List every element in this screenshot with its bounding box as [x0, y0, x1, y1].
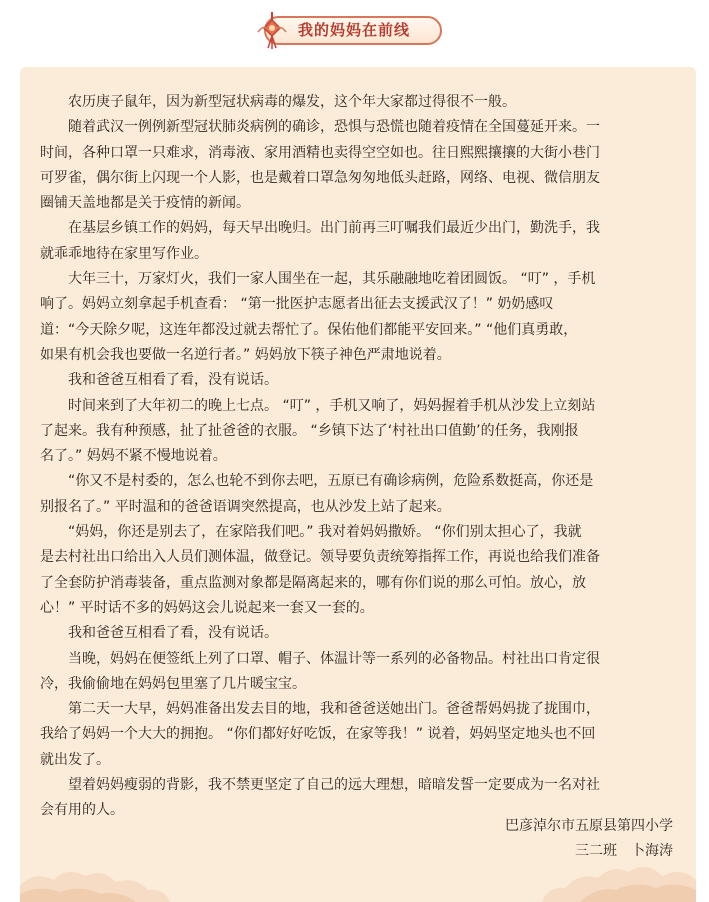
article-line: 名了。” 妈妈不紧不慢地说着。	[40, 448, 227, 465]
article-line: 我给了妈妈一个大大的拥抱。 “你们都好好吃饭，在家等我！” 说着，妈妈坚定地头也不回	[40, 726, 596, 743]
article-line: 就乖乖地待在家里写作业。	[40, 245, 208, 262]
article-line: 可罗雀，偶尔街上闪现一个人影，也是戴着口罩急匆匆地低头赶路，网络、电视、微信朋友	[40, 169, 600, 186]
article-body	[40, 90, 676, 824]
article-line: 我和爸爸互相看了看，没有说话。	[68, 372, 278, 389]
article-line: “妈妈，你还是别去了，在家陪我们吧。” 我对着妈妈撒娇。 “你们别太担心了，我就	[68, 524, 582, 541]
article-line: 我和爸爸互相看了看，没有说话。	[68, 625, 278, 642]
article-line: 如果有机会我也要做一名逆行者。” 妈妈放下筷子神色严肃地说着。	[40, 346, 451, 363]
article-line: 是去村社出口给出入人员们测体温，做登记。领导要负责统筹指挥工作，再说也给我们准备	[40, 549, 600, 566]
article-line: 农历庚子鼠年，因为新型冠状病毒的爆发，这个年大家都过得很不一般。	[68, 94, 516, 110]
article-line: 心！” 平时话不多的妈妈这会儿说起来一套又一套的。	[40, 599, 374, 616]
article-line: 会有用的人。	[40, 802, 124, 819]
article-line: 大年三十，万家灯火，我们一家人围坐在一起，其乐融融地吃着团圆饭。 “叮” ，手机	[68, 271, 596, 288]
article-line: 望着妈妈瘦弱的背影，我不禁更坚定了自己的远大理想，暗暗发誓一定要成为一名对社	[68, 777, 600, 794]
school-name: 巴彦淖尔市五原县第四小学	[505, 818, 673, 834]
article-line: 了起来。我有种预感，扯了扯爸爸的衣服。 “乡镇下达了‘村社出口值勤’的任务，我刚报	[40, 422, 579, 439]
article-line: 第二天一大早，妈妈准备出发去目的地，我和爸爸送她出门。爸爸帮妈妈拢了拢围巾，	[68, 701, 600, 718]
article-line: 当晚，妈妈在便签纸上列了口罩、帽子、体温计等一系列的必备物品。村社出口肯定很	[68, 650, 600, 667]
author-name: 三二班 卜海涛	[575, 843, 673, 860]
article-line: 响了。妈妈立刻拿起手机查看： “第一批医护志愿者出征去支援武汉了！” 奶奶感叹	[40, 296, 554, 313]
article-line: 时间来到了大年初二的晚上七点。 “叮” ，手机又响了，妈妈握着手机从沙发上立刻站	[68, 397, 596, 414]
cloud-left-icon	[20, 862, 180, 902]
cloud-right-icon	[526, 858, 696, 902]
title-banner	[250, 8, 446, 48]
article-line: 就出发了。	[40, 751, 110, 768]
article-line: 随着武汉一例例新型冠状肺炎病例的确诊，恐惧与恐慌也随着疫情在全国蔓延开来。一	[68, 119, 600, 136]
article-line: 时间，各种口罩一只难求，消毒液、家用酒精也卖得空空如也。往日熙熙攘攘的大街小巷门	[40, 144, 600, 161]
page-title: 我的妈妈在前线	[297, 21, 410, 39]
article-line: 圈铺天盖地都是关于疫情的新闻。	[40, 195, 250, 212]
article-line: 了全套防护消毒装备，重点监测对象都是隔离起来的，哪有你们说的那么可怕。放心，放	[40, 574, 586, 591]
article-line: 冷，我偷偷地在妈妈包里塞了几片暖宝宝。	[40, 675, 306, 692]
signature-block	[505, 814, 673, 865]
article-line: 别报名了。” 平时温和的爸爸语调突然提高，也从沙发上站了起来。	[40, 498, 451, 515]
article-line: “你又不是村委的，怎么也轮不到你去吧，五原已有确诊病例，危险系数挺高，你还是	[68, 473, 594, 490]
article-line: 在基层乡镇工作的妈妈，每天早出晚归。出门前再三叮嘱我们最近少出门，勤洗手，我	[68, 220, 600, 237]
article-line: 道：“今天除夕呢，这连年都没过就去帮忙了。保佑他们都能平安回来。” “他们真勇敢，	[40, 321, 578, 338]
